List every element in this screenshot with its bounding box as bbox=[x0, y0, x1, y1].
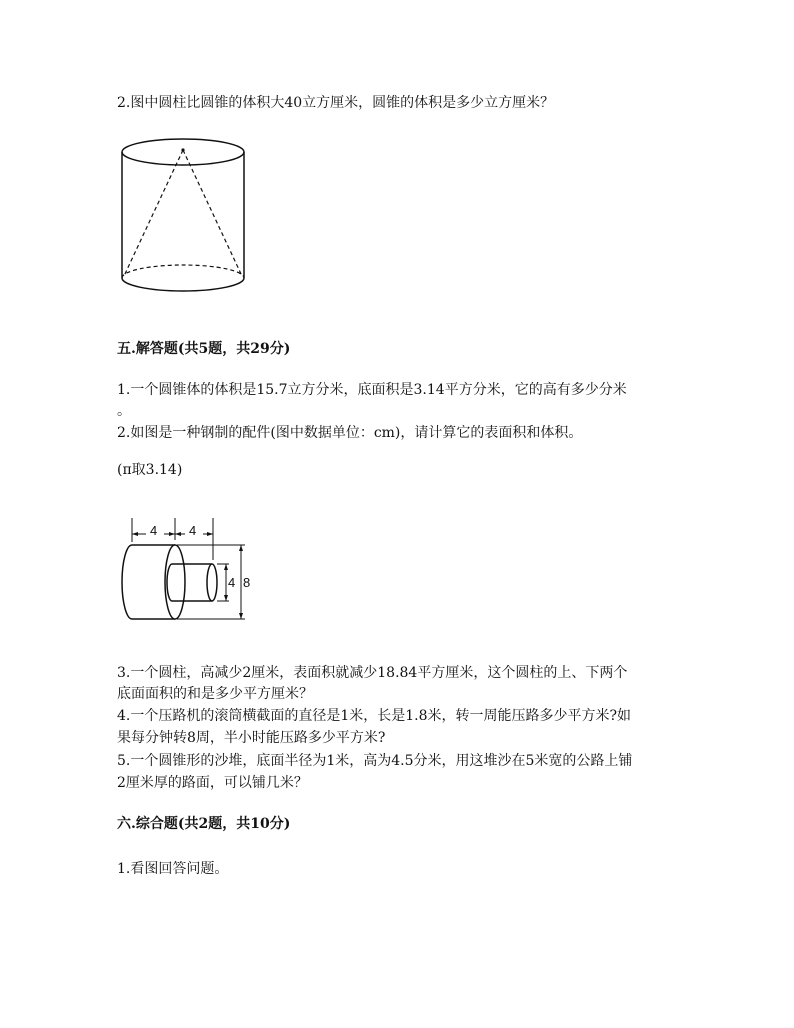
cylinder-cone-figure bbox=[115, 130, 255, 300]
s5-question-4-line-1: 4.一个压路机的滚筒横截面的直径是1米，长是1.8米，转一周能压路多少平方米?如 bbox=[117, 708, 632, 724]
s5-question-3-line-1: 3.一个圆柱，高减少2厘米，表面积就减少18.84平方厘米，这个圆柱的上、下两个 bbox=[117, 665, 628, 681]
s5-question-4-line-2: 果每分钟转8周，半小时能压路多少平方米? bbox=[117, 730, 386, 746]
s5-question-3-line-2: 底面面积的和是多少平方厘米？ bbox=[117, 686, 313, 702]
s5-question-5-line-2: 2厘米厚的路面，可以铺几米？ bbox=[117, 775, 308, 791]
s5-question-1-line-2: 。 bbox=[117, 403, 131, 419]
question-2-text: 2.图中圆柱比圆锥的体积大40立方厘米，圆锥的体积是多少立方厘米？ bbox=[117, 95, 555, 111]
section-6-heading: 六.综合题(共2题，共10分) bbox=[117, 816, 291, 832]
steel-part-figure bbox=[115, 512, 265, 632]
s5-question-2-line-1: 2.如图是一种钢制的配件(图中数据单位：cm)，请计算它的表面积和体积。 bbox=[117, 425, 583, 441]
dim-small-diameter: 4 bbox=[228, 575, 236, 590]
dim-left-length: 4 bbox=[150, 523, 158, 538]
section-5-heading: 五.解答题(共5题，共29分) bbox=[117, 341, 291, 357]
dim-right-length: 4 bbox=[189, 523, 197, 538]
s5-question-2-line-2: (π取3.14) bbox=[117, 462, 183, 478]
s6-question-1-text: 1.看图回答问题。 bbox=[117, 861, 229, 877]
s5-question-1-line-1: 1.一个圆锥体的体积是15.7立方分米，底面积是3.14平方分米，它的高有多少分米 bbox=[117, 382, 627, 398]
s5-question-5-line-1: 5.一个圆锥形的沙堆，底面半径为1米，高为4.5分米，用这堆沙在5米宽的公路上铺 bbox=[117, 753, 633, 769]
dim-large-diameter: 8 bbox=[243, 575, 251, 590]
